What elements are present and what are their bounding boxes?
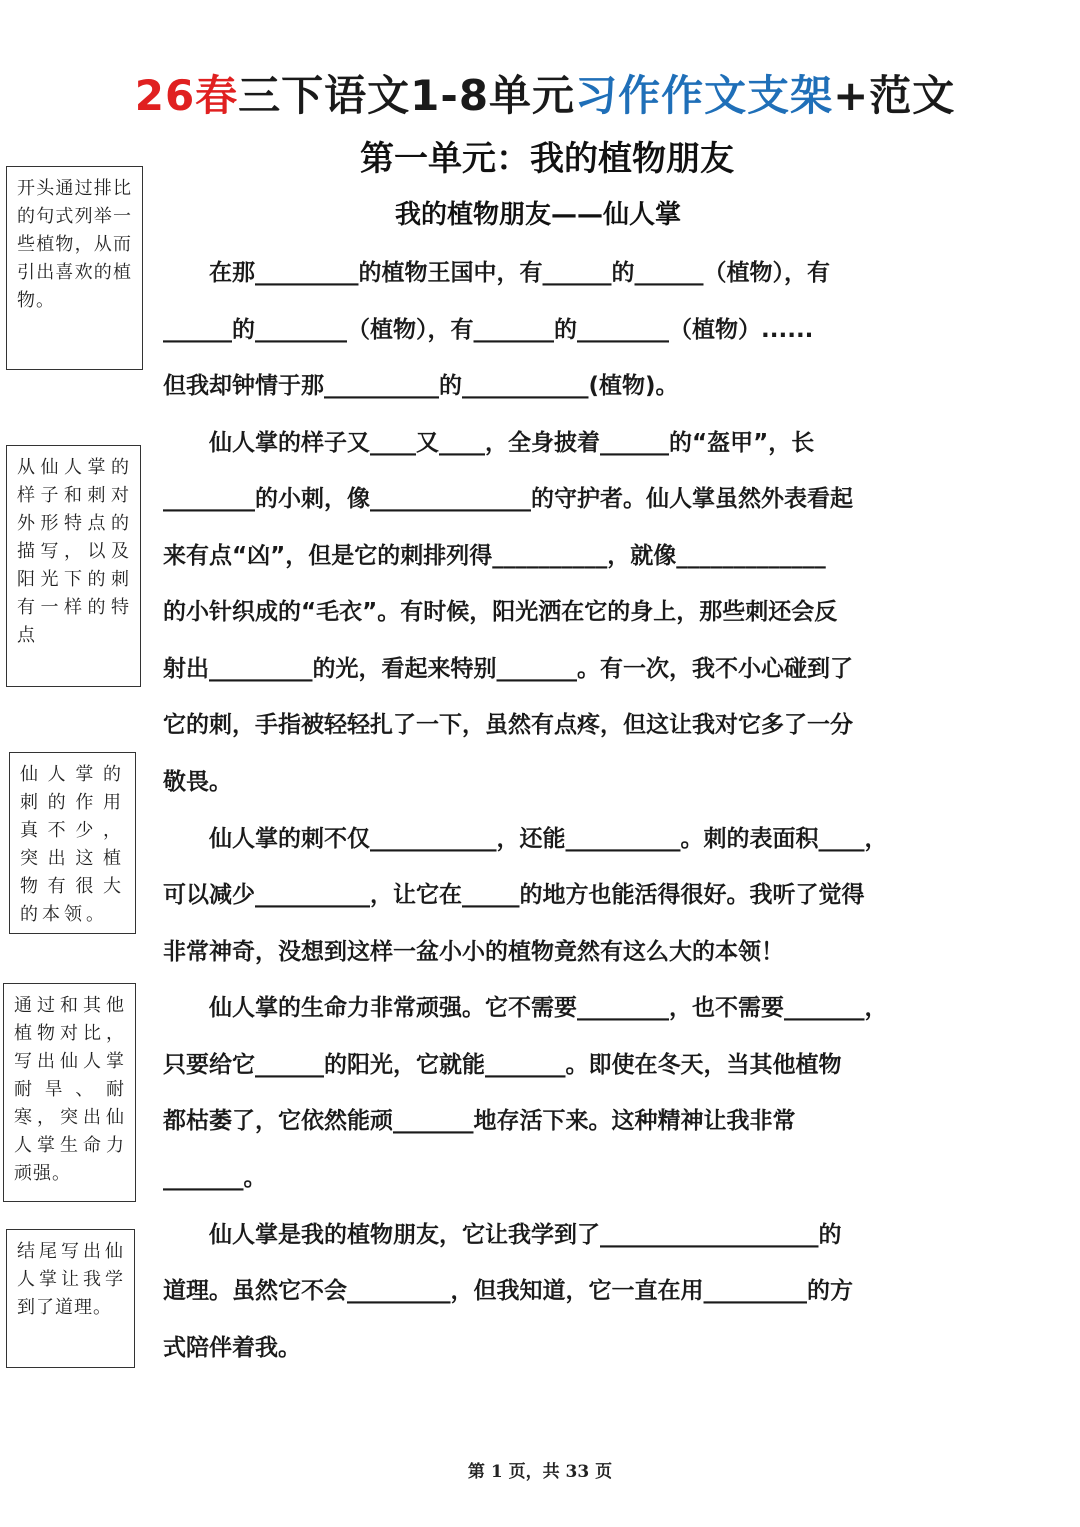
margin-note: 从仙人掌的样子和刺对外形特点的描写，以及阳光下的刺有一样的特点 [6,445,141,687]
margin-note: 仙人掌的刺的作用真不少，突出这植物有很大的本领。 [9,752,136,934]
essay-line: ______的________（植物），有_______的________（植物）...... [163,317,814,343]
essay-line: 仙人掌的样子又____又____，全身披着______的“盔甲”，长 [163,430,815,456]
essay-line: 式陪伴着我。 [163,1335,301,1361]
unit-title: 第一单元：我的植物朋友 [360,139,734,179]
essay-line: 都枯萎了，它依然能顽_______地存活下来。这种精神让我非常 [163,1108,796,1134]
essay-line: 可以减少__________，让它在_____的地方也能活得很好。我听了觉得 [163,882,865,908]
title-suffix: +范文 [833,71,956,120]
essay-line: 敬畏。 [163,769,232,795]
title-grade: 三下语文1-8单元 [238,71,576,120]
essay-line: 道理。虽然它不会_________，但我知道，它一直在用_________的方 [163,1278,853,1304]
essay-title: 我的植物朋友——仙人掌 [395,200,682,230]
margin-note: 结尾写出仙人掌让我学到了道理。 [6,1229,135,1368]
title-year: 26春 [134,71,239,120]
title-topic: 习作作文支架 [575,71,834,120]
essay-line: ________的小刺，像______________的守护者。仙人掌虽然外表看起 [163,486,853,512]
essay-line: 仙人掌的生命力非常顽强。它不需要________，也不需要_______， [163,995,888,1021]
essay-line: 仙人掌的刺不仅___________，还能__________。刺的表面积____， [163,826,888,852]
margin-note: 开头通过排比的句式列举一些植物，从而引出喜欢的植物。 [6,166,143,370]
margin-note: 通过和其他植物对比，写出仙人掌耐旱、耐寒，突出仙人掌生命力顽强。 [3,983,136,1202]
page-number: 第 1 页，共 33 页 [467,1462,613,1482]
essay-line: 来有点“凶”，但是它的刺排列得__________，就像_____________ [163,543,826,569]
essay-line: 只要给它______的阳光，它就能_______。即使在冬天，当其他植物 [163,1052,842,1078]
document-title [0,68,1080,124]
essay-line: 但我却钟情于那__________的___________(植物)。 [163,373,679,399]
essay-line: 仙人掌是我的植物朋友，它让我学到了___________________的 [163,1222,842,1248]
essay-line: 它的刺，手指被轻轻扎了一下，虽然有点疼，但这让我对它多了一分 [163,712,853,738]
essay-line: 射出_________的光，看起来特别_______。有一次，我不小心碰到了 [163,656,853,682]
essay-line: 非常神奇，没想到这样一盆小小的植物竟然有这么大的本领！ [163,939,784,965]
essay-line: 的小针织成的“毛衣”。有时候，阳光洒在它的身上，那些刺还会反 [163,599,838,625]
essay-line: 在那_________的植物王国中，有______的______（植物），有 [163,260,830,286]
essay-line: _______。 [163,1165,267,1191]
